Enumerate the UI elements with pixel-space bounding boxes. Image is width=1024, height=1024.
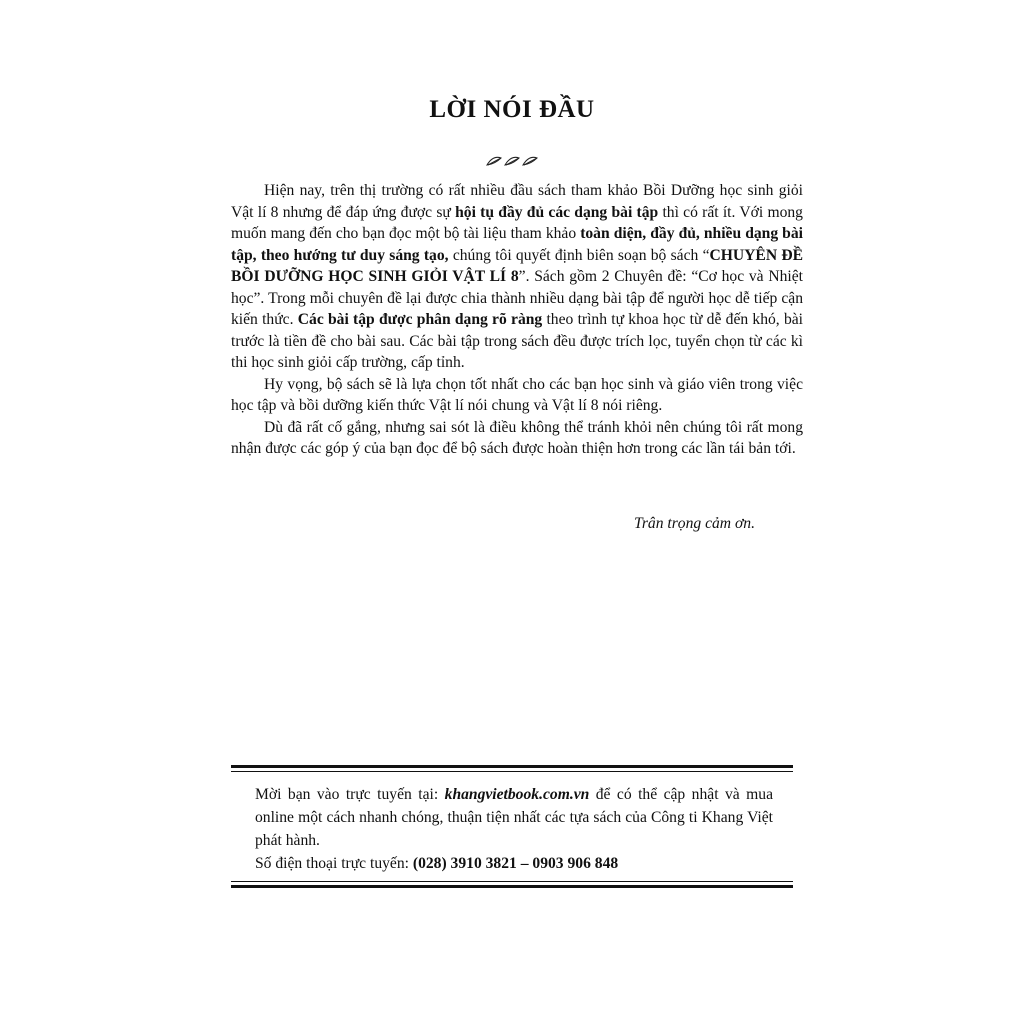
promo-box	[255, 783, 773, 875]
text-run: ”. Sách gồm 2 Chuyên đề: “Cơ học và Nhiệt học”. Trong mỗi chuyên đề lại được chia thành nhiều dạng bài tập để người học dễ tiếp cận kiến thức.	[231, 268, 803, 328]
text-run: Hiện nay, trên thị trường có rất nhiều đầu sách tham khảo Bồi Dưỡng học sinh giỏi Vật lí 8 nhưng để đáp ứng được sự	[231, 182, 803, 221]
promo-text	[255, 783, 773, 852]
text-run: Mời bạn vào trực tuyến tại:	[255, 786, 445, 803]
phone-number: (028) 3910 3821 – 0903 906 848	[412, 855, 619, 872]
signoff: Trân trọng cảm ơn.	[634, 515, 755, 532]
text-run: theo trình tự khoa học từ dễ đến khó, bài trước là tiền đề cho bài sau. Các bài tập trong sách đều được trích lọc, tuyển chọn từ các kì thi học sinh giỏi cấp trường, cấp tỉnh.	[231, 311, 803, 371]
leaf-ornament-icon	[0, 154, 1024, 173]
promo-phone-line	[255, 852, 773, 875]
bold-text: hội tụ đầy đủ các dạng bài tập	[455, 203, 659, 221]
book-title-bold: CHUYÊN ĐỀ BỒI DƯỠNG HỌC SINH GIỎI VẬT LÍ 8	[231, 246, 803, 285]
bold-text: toàn diện, đầy đủ, nhiều dạng bài tập, theo hướng tư duy sáng tạo,	[231, 225, 803, 264]
phone-label: Số điện thoại trực tuyến:	[255, 855, 413, 872]
page-title: LỜI NÓI ĐẦU	[429, 96, 595, 123]
text-run: thì có rất ít. Với mong muốn mang đến cho bạn đọc một bộ tài liệu tham khảo	[231, 203, 803, 242]
website-link[interactable]: khangvietbook.com.vn	[444, 786, 590, 803]
preface-paragraph-3: Dù đã rất cố gắng, nhưng sai sót là điều không thể tránh khỏi nên chúng tôi rất mong nhận được các góp ý của bạn đọc để bộ sách được hoàn thiện hơn trong các lần tái bản tới.	[231, 418, 803, 457]
text-run: chúng tôi quyết định biên soạn bộ sách “	[448, 246, 710, 264]
promo-bottom-rule	[231, 881, 793, 888]
preface-paragraph-2: Hy vọng, bộ sách sẽ là lựa chọn tốt nhất cho các bạn học sinh và giáo viên trong việc học tập và bồi dưỡng kiến thức Vật lí nói chung và Vật lí 8 nói riêng.	[231, 375, 803, 414]
promo-top-rule	[231, 765, 793, 772]
bold-text: Các bài tập được phân dạng rõ ràng	[297, 311, 543, 328]
preface-body	[231, 180, 803, 460]
text-run: để có thể cập nhật và mua online một cách nhanh chóng, thuận tiện nhất các tựa sách của Công ti Khang Việt phát hành.	[255, 786, 773, 849]
preface-paragraph-1	[231, 180, 803, 374]
